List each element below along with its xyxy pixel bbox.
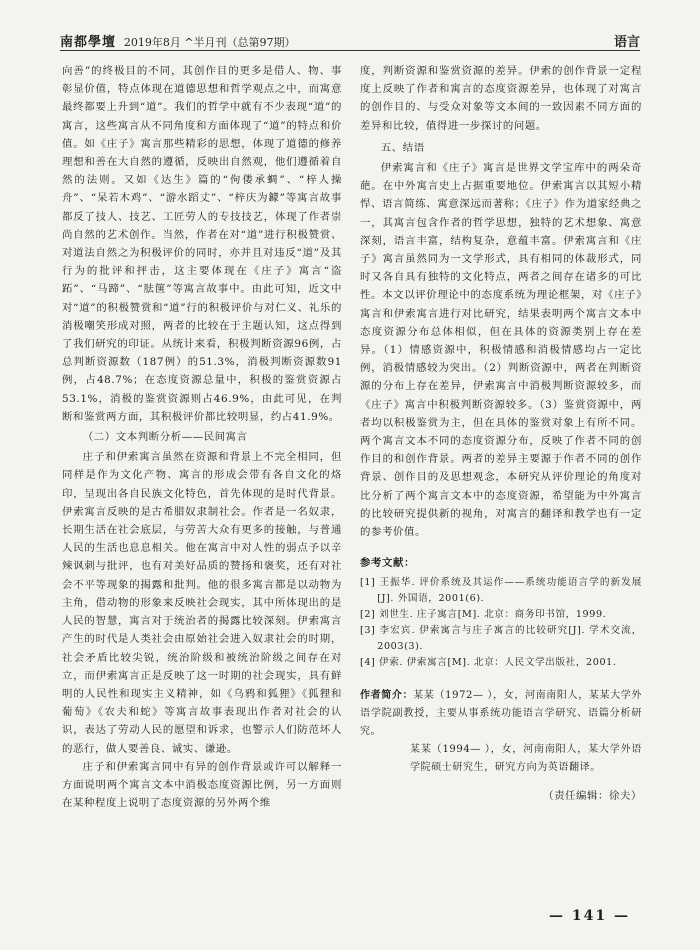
paragraph: 向善”的终极目的不同，其创作目的更多是借人、物、事彰显价值，特点体现在道德思想和哲学观点之中，而寓意最终都要上升到“道”。我们的哲学中就有不少表现“道”的寓言，这些寓言从不同角度和方面体现了“道”的特点和价值。如《庄子》寓言那些精彩的思想，体现了道德的修养理想和善在大自然的遵循，反映出自然观，他们遵循着自然的法则。又如《达生》篇的“佝偻承蜩”、“梓人操舟”、“呆若木鸡”、“游水蹈丈”、“梓庆为鐻”等寓言故事都反了技人、技艺、工匠劳人的专技技艺，体现了作者崇尚自然的艺术创作。当然，作者在对“道”进行积极赞赏、对道法自然之为积极评价的同时，亦并且对违反“道”及其行为的批评和抨击，这主要体现在《庄子》寓言“盗跖”、“马蹄”、“胠箧”等寓言故事中。由此可知，近文中对“道”的积极赞赏和“道”行的积极评价与对仁义、礼乐的消极嘲笑形成对照，两者的比较在于主题认知，这点得到了我们研究的印证。从统计来看，积极判断资源96例，占总判断资源数（187例）的51.3%，消极判断资源数91例，占48.7%；在态度资源总量中，积极的鉴赏资源占53.1%，消极的鉴赏资源则占46.9%，由此可见，在判断和鉴赏两方面，其积极评价都比较明显，约占41.9%。 [62,65,342,423]
author-bio [360,687,642,777]
journal-name: 南都學壇 [60,35,117,50]
author-label: 作者简介： [360,690,414,702]
paragraph: 度，判断资源和鉴赏资源的差异。伊索的创作背景一定程度上反映了作者和寓言的态度资源差异，也体现了对寓言的创作目的、与受众对象等文本间的一致因素不同方面的差异和比较，值得进一步探讨的问题。 [360,65,642,132]
reference-item: [2] 刘世生. 庄子寓言[M]. 北京：商务印书馆，1999. [360,609,607,621]
running-header [60,28,640,51]
section-name: 语言 [613,35,640,50]
paragraph: 庄子和伊索寓言同中有异的创作背景或许可以解释一方面说明两个寓言文本中消极态度资源比例，另一方面则在某种程度上说明了态度资源的另外两个维 [62,760,342,810]
reference-item: [3] 李宏宾. 伊索寓言与庄子寓言的比较研究[J]. 学术交流，2003(3). [360,625,642,653]
references [360,555,642,671]
paragraph: 伊索寓言和《庄子》寓言是世界文学宝库中的两朵奇葩。在中外寓言史上占据重要地位。伊索寓言以其短小精悍、语言简练、寓意深远而著称；《庄子》作为道家经典之一，其寓言包含作者的哲学思想，独特的艺术想象、寓意深刻，语言丰富，结构复杂，意蕴丰富。伊索寓言和《庄子》寓言虽然同为一文学形式，具有相同的体裁形式，同时又各自具有独特的文化特点，两者之间存在诸多的可比性。本文以评价理论中的态度系统为理论框架，对《庄子》寓言和伊索寓言进行对比研究，结果表明两个寓言文本中态度资源分布总体相似，但在具体的资源类别上存在差异。（1）情感资源中，积极情感和消极情感均占一定比例，消极情感较为突出。（2）判断资源中，两者在判断资源的分布上存在差异，伊索寓言中消极判断资源较多，而《庄子》寓言中积极判断资源较多。（3）鉴赏资源中，两者均以积极鉴赏为主，但在具体的鉴赏对象上有所不同。两个寓言文本不同的态度资源分布，反映了作者不同的创作目的和创作背景。两者的差异主要源于作者不同的创作背景、创作目的及思想观念，本研究从评价理论的角度对比分析了两个寓言文本中的态度资源，希望能为中外寓言的比较研究提供新的视角，对寓言的翻译和教学也有一定的参考价值。 [360,162,642,539]
author-line-2: 某某（1994— ），女，河南南阳人，某大学外语学院硕士研究生，研究方向为英语翻译。 [410,744,642,774]
page-number: — 141 — [549,908,630,924]
right-column [360,62,642,805]
section-heading: 五、结语 [380,141,425,154]
subsection-heading: （二）文本判断分析——民间寓言 [82,431,248,444]
author-line-1: 某某（1972— ），女，河南南阳人，某某大学外语学院副教授，主要从事系统功能语言学研究、语篇分析研究。 [360,690,643,738]
references-title: 参考文献： [360,557,415,570]
issue-info: 2019年8月 ^半月刊（总第97期） [123,36,296,49]
paragraph: 庄子和伊索寓言虽然在资源和背景上不完全相同，但同样是作为文化产物、寓言的形成会带有各自文化的烙印，呈现出各自民族文化特色，首先体现的是时代背景。伊索寓言反映的是古希腊奴隶制社会。作者是一名奴隶，长期生活在社会底层，与劳苦大众有更多的接触，与普通人民的生活也息息相关。他在寓言中对人性的弱点予以辛辣讽刺与批评，也有对美好品质的赞扬和褒奖，还有对社会不平等现象的揭露和批判。他的很多寓言都是以动物为主角，借动物的形象来反映社会现实，其中所体现出的是人民的智慧，寓言对于统治者的揭露比较深刻。伊索寓言产生的时代是人类社会由原始社会进入奴隶社会的时期，社会矛盾比较尖锐，统治阶级和被统治阶级之间存在对立，而伊索寓言正是反映了这一时期的社会现实，具有鲜明的人民性和现实主义精神，如《乌鸦和狐狸》《狐狸和葡萄》《农夫和蛇》等寓言故事表现出作者对社会的认识，表达了劳动人民的愿望和诉求，也警示人们防范坏人的恶行，做人要善良、诚实、谦逊。 [62,451,342,755]
reference-item: [4] 伊索. 伊索寓言[M]. 北京：人民文学出版社，2001. [360,657,617,669]
reference-item: [1] 王振华. 评价系统及其运作——系统功能语言学的新发展[J]. 外国语，2001(6). [360,577,642,605]
left-column [62,62,342,812]
header-left [60,31,296,50]
responsible-editor: （责任编辑：徐夫） [543,790,642,803]
